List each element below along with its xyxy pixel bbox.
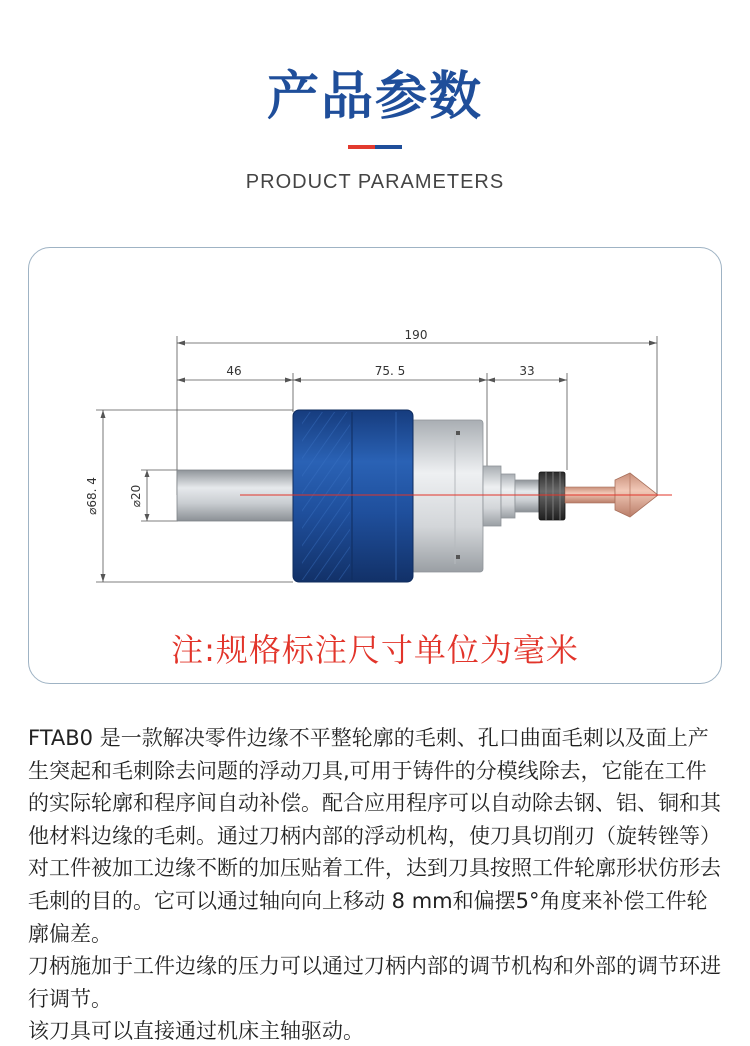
dimension-shank-diameter-label: ⌀20 bbox=[129, 484, 143, 508]
spindle-nose bbox=[483, 466, 501, 526]
dimension-total-label: 190 bbox=[404, 328, 428, 342]
tool-shank bbox=[177, 470, 295, 521]
adjustment-ring-knurl bbox=[302, 412, 350, 580]
dimension-right-label: 33 bbox=[519, 364, 535, 378]
description-paragraph-2: 刀柄施加于工件边缘的压力可以通过刀柄内部的调节机构和外部的调节环进行调节。 bbox=[28, 954, 721, 1011]
description-paragraph-1: FTAB0 是一款解决零件边缘不平整轮廓的毛刺、孔口曲面毛刺以及面上产生突起和毛刺除去问题的浮动刀具,可用于铸件的分模线除去，它能在工件的实际轮廓和程序间自动补偿。配合应用程序可以自动除去钢、铝、铜和其他材料边缘的毛刺。通过刀柄内部的浮动机构，使刀具切削刃（旋转锉等）对工件被加工边缘不断的加压贴着工件，达到刀具按照工件轮廓形状仿形去毛刺的目的。它可以通过轴向向上移动 8 mm和偏摆5°角度来补偿工件轮廓偏差。 bbox=[28, 726, 721, 946]
dimension-middle-label: 75. 5 bbox=[374, 364, 406, 378]
floating-tool-holder bbox=[177, 410, 672, 582]
unit-note: 注:规格标注尺寸单位为毫米 bbox=[171, 631, 579, 669]
tool-body-silver bbox=[410, 420, 483, 572]
body-screw-top bbox=[456, 431, 460, 435]
description-paragraph-3: 该刀具可以直接通过机床主轴驱动。 bbox=[28, 1019, 364, 1044]
product-description bbox=[28, 722, 722, 1046]
page-subtitle: PRODUCT PARAMETERS bbox=[245, 171, 505, 193]
dimension-left-label: 46 bbox=[226, 364, 242, 378]
page-title: 产品参数 bbox=[266, 67, 483, 127]
body-screw-bottom bbox=[456, 555, 460, 559]
dimension-shank-diameter bbox=[129, 470, 178, 521]
dimension-outer-diameter-label: ⌀68. 4 bbox=[85, 477, 99, 515]
collet-nut bbox=[539, 472, 565, 520]
